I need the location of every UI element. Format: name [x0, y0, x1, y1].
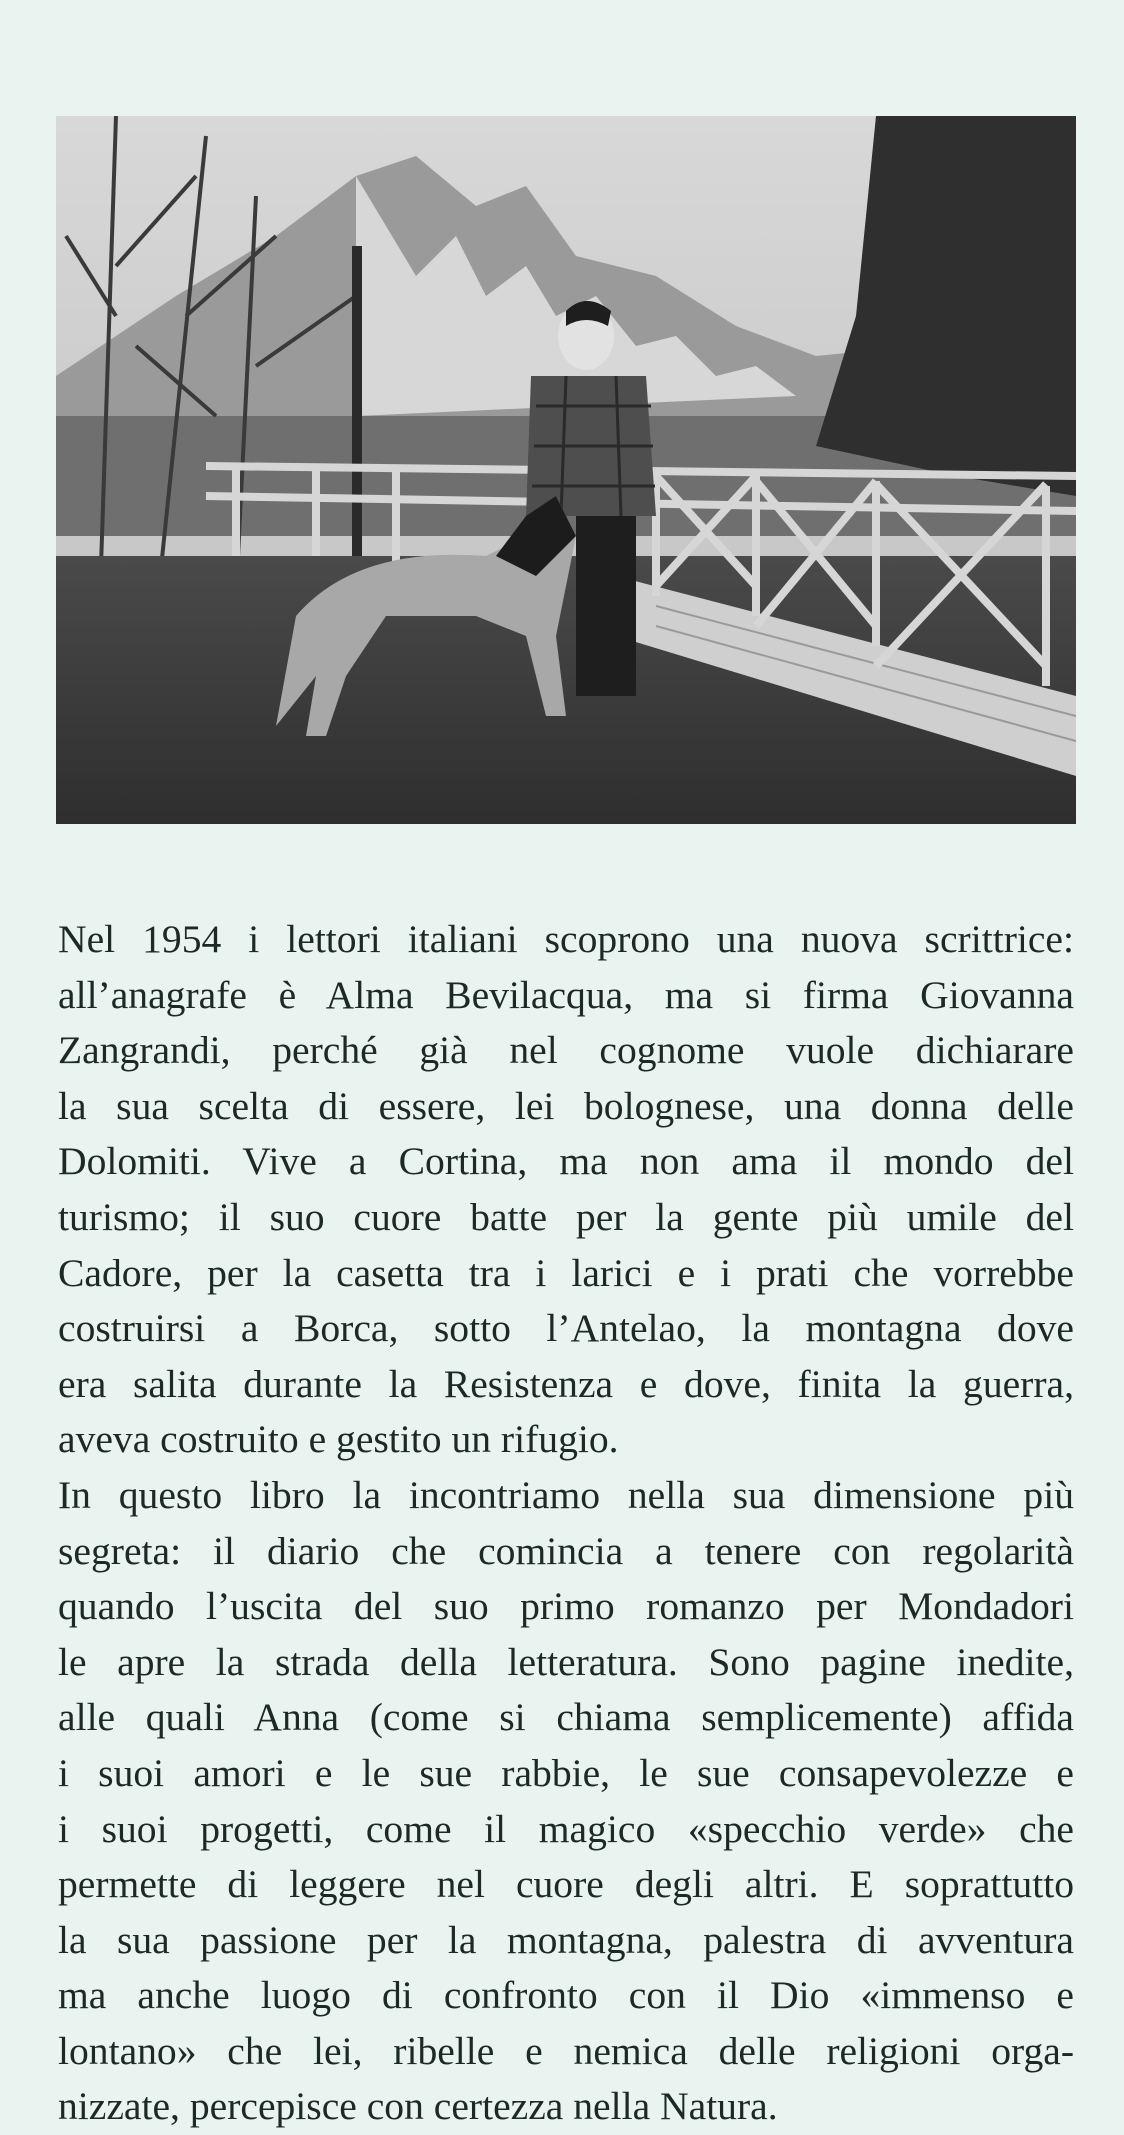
text-line: i suoi progetti, come il magico «specchio verde» che	[58, 1806, 1074, 1851]
text-line: turismo; il suo cuore batte per la gente più umile del	[58, 1194, 1074, 1239]
paragraph-1	[58, 912, 1074, 1468]
text-line: aveva costruito e gestito un rifugio.	[58, 1417, 619, 1462]
text-line: nizzate, percepisce con certezza nella Natura.	[58, 2084, 778, 2129]
text-line: all’anagrafe è Alma Bevilacqua, ma si firma Giovanna	[58, 972, 1074, 1017]
text-line: la sua scelta di essere, lei bolognese, una donna delle	[58, 1083, 1074, 1128]
text-line: Dolomiti. Vive a Cortina, ma non ama il mondo del	[58, 1139, 1074, 1184]
text-line: era salita durante la Resistenza e dove, finita la guerra,	[58, 1361, 1074, 1406]
paragraph-2	[58, 1468, 1074, 2135]
text-line: permette di leggere nel cuore degli altri. E soprattutto	[58, 1862, 1074, 1907]
text-line: In questo libro la incontriamo nella sua dimensione più	[58, 1472, 1074, 1517]
text-line: lontano» che lei, ribelle e nemica delle religioni orga-	[58, 2028, 1074, 2073]
text-line: Cadore, per la casetta tra i larici e i prati che vorrebbe	[58, 1250, 1074, 1295]
text-line: alle quali Anna (come si chiama semplicemente) affida	[58, 1695, 1074, 1740]
photo-woman-with-dog-icon	[56, 116, 1076, 824]
cover-photo	[56, 116, 1076, 824]
text-line: Zangrandi, perché già nel cognome vuole dichiarare	[58, 1028, 1074, 1073]
text-line: la sua passione per la montagna, palestra di avventura	[58, 1917, 1074, 1962]
book-description	[58, 912, 1074, 2135]
text-line: segreta: il diario che comincia a tenere con regolarità	[58, 1528, 1074, 1573]
text-line: le apre la strada della letteratura. Sono pagine inedite,	[58, 1639, 1074, 1684]
text-line: costruirsi a Borca, sotto l’Antelao, la montagna dove	[58, 1306, 1074, 1351]
text-line: Nel 1954 i lettori italiani scoprono una nuova scrittrice:	[58, 917, 1074, 961]
text-line: i suoi amori e le sue rabbie, le sue consapevolezze e	[58, 1750, 1074, 1795]
text-line: ma anche luogo di confronto con il Dio «immenso e	[58, 1973, 1074, 2018]
text-line: quando l’uscita del suo primo romanzo per Mondadori	[58, 1584, 1074, 1629]
